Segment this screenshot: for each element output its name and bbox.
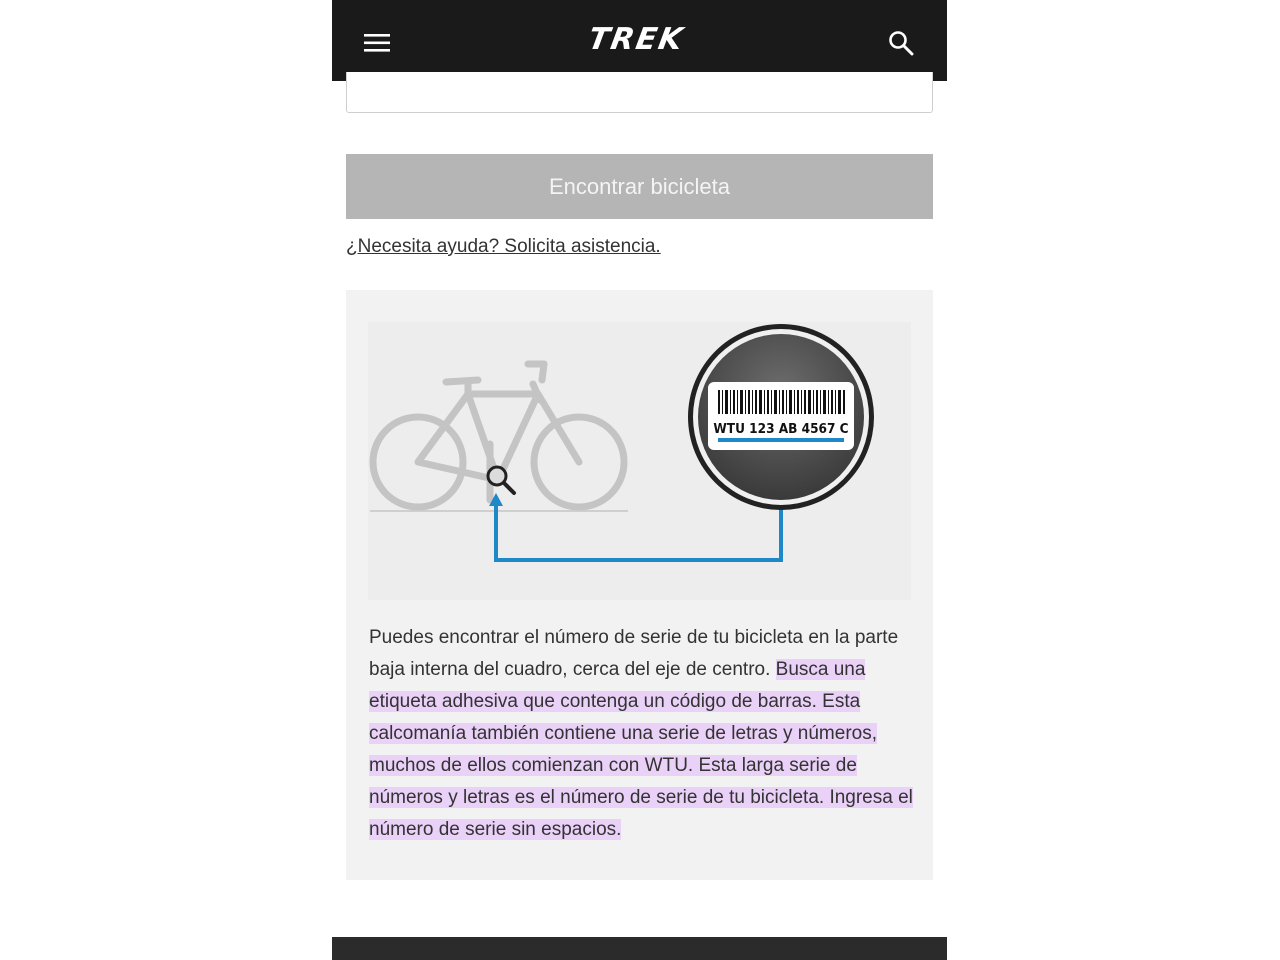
serial-info-text — [369, 622, 914, 846]
search-icon[interactable] — [888, 30, 914, 56]
find-bike-button[interactable]: Encontrar bicicleta — [346, 154, 933, 219]
help-link[interactable]: ¿Necesita ayuda? Solicita asistencia. — [346, 236, 661, 257]
serial-sticker-badge — [688, 324, 874, 510]
serial-location-illustration — [368, 322, 911, 600]
serial-number-input[interactable] — [346, 72, 933, 113]
trek-logo[interactable] — [554, 24, 724, 56]
serial-label-text: WTU 123 AB 4567 C — [713, 421, 849, 437]
footer-bar — [332, 937, 947, 960]
hamburger-menu-icon[interactable] — [364, 32, 390, 54]
info-text-plain: Puedes encontrar el número de serie de tu bicicleta en la parte baja interna del cuadro, cerca del eje de centro. — [369, 627, 899, 680]
mobile-viewport — [332, 0, 947, 960]
serial-info-card — [346, 290, 933, 880]
logo-text: TREK — [585, 24, 687, 56]
info-text-highlighted: Busca una etiqueta adhesiva que contenga un código de barras. Esta calcomanía también contiene una serie de letras y números, muchos de ellos comienzan con WTU. Esta larga serie de números y letras es el número de serie de tu bicicleta. Ingresa el número de serie sin espacios. — [369, 659, 913, 840]
top-navigation-bar — [332, 0, 947, 81]
